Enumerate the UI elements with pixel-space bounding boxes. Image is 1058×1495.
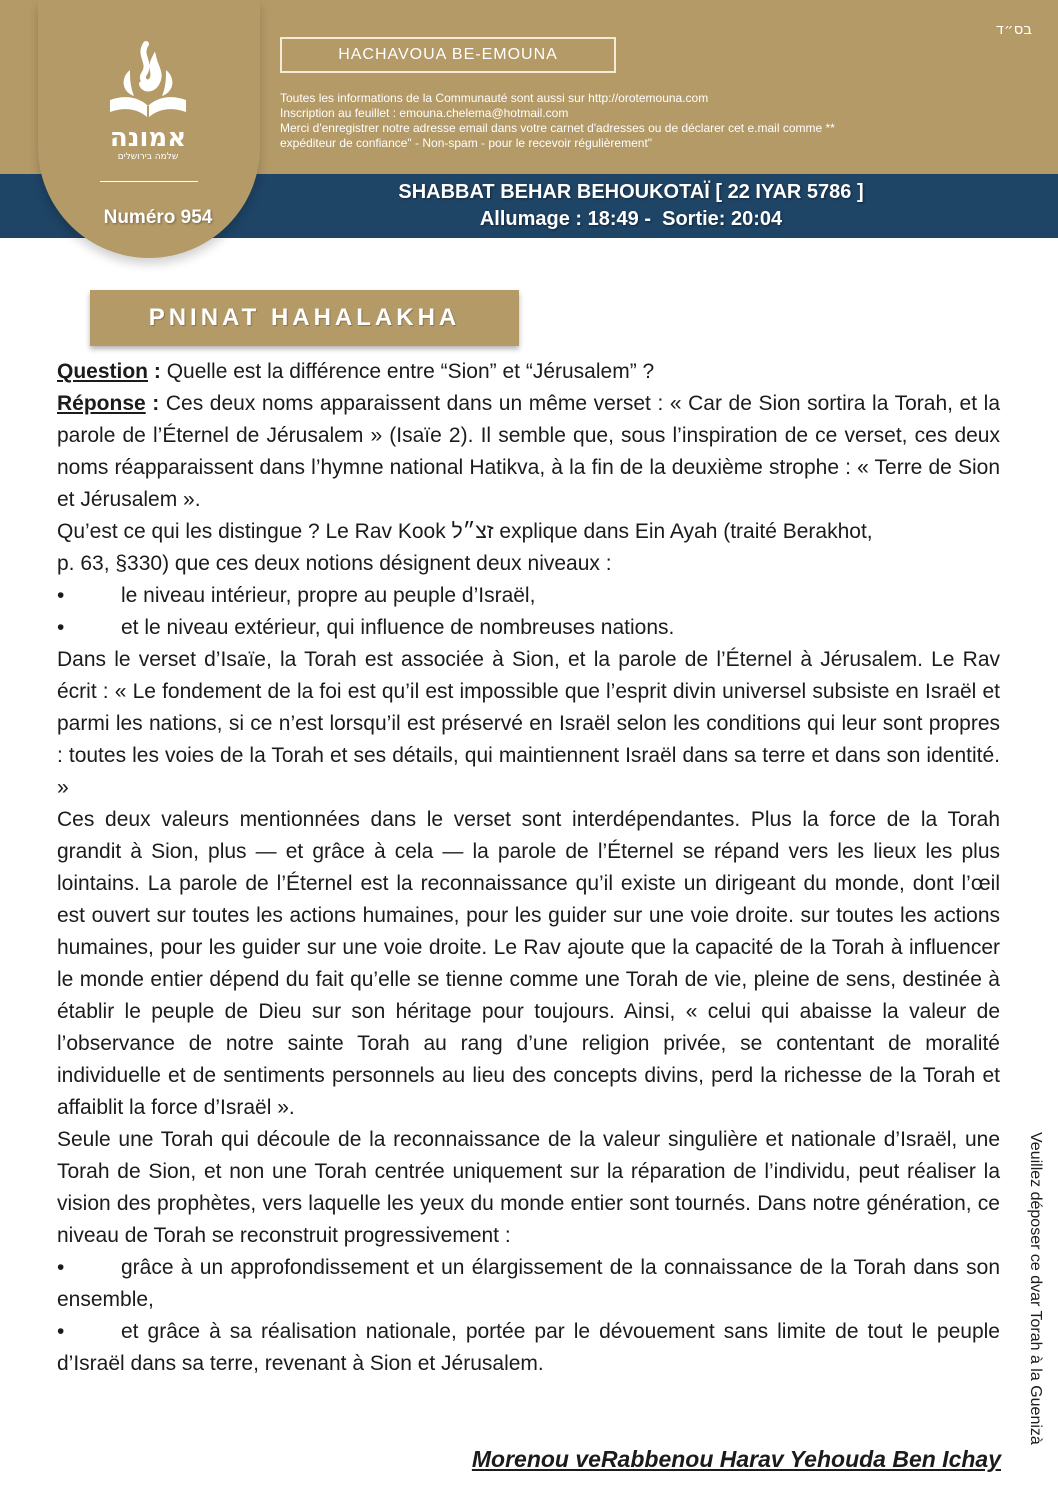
question-paragraph — [57, 356, 1000, 388]
bullet-text: et grâce à sa réalisation nationale, portée par le dévouement sans limite de tout le peuple d’Israël dans sa terre, revenant à Sion et Jérusalem. — [57, 1320, 1000, 1375]
info-line-email-note-cont: expéditeur de confiance" - Non-spam - pour le recevoir régulièrement" — [280, 136, 653, 150]
bullet-symbol: • — [57, 616, 65, 639]
list-item — [57, 612, 1000, 644]
bullet-symbol: • — [57, 584, 65, 607]
header-info — [280, 91, 920, 151]
logo-subtext: שלמה בירושלים — [117, 152, 179, 162]
list-item — [57, 1252, 1000, 1316]
answer-label: Réponse — [57, 392, 146, 415]
shabbat-title: SHABBAT BEHAR BEHOUKOTAÏ [ 22 IYAR 5786 ] — [398, 181, 864, 203]
info-line-website: Toutes les informations de la Communauté sont aussi sur http://orotemouna.com — [280, 91, 709, 105]
answer-paragraph — [57, 388, 1000, 516]
emouna-logo-icon — [100, 40, 196, 150]
list-item — [57, 1316, 1000, 1380]
answer-colon: : — [145, 392, 166, 415]
issue-number: Numéro 954 — [103, 207, 213, 228]
genizah-note: Veuillez déposer ce dvar Torah à la Guenizà — [1027, 1132, 1044, 1445]
logo-divider — [100, 181, 198, 182]
bullet-text: le niveau intérieur, propre au peuple d’Israël, — [121, 584, 536, 607]
bullet-symbol: • — [57, 1256, 65, 1279]
publication-title: HACHAVOUA BE-EMOUNA — [280, 37, 616, 73]
article-body — [57, 356, 1000, 1380]
values-paragraph: Ces deux valeurs mentionnées dans le verset sont interdépendantes. Plus la force de la Torah grandit à Sion, plus — et grâce à cela — la parole de l’Éternel se répand vers les lieux les plus lointains. La parole de l’Éternel est la reconnaissance qu’il existe un dirigeant du monde, dont l’œil est ouvert sur toutes les actions humaines, pour les guider sur une voie droite. sur toutes les actions humaines, pour les guider sur une voie droite. Le Rav ajoute que la capacité de la Torah à influencer le monde entier dépend du fait qu’elle se tienne comme une Torah de vie, pleine de sens, destinée à établir le peuple de Dieu sur son héritage pour toujours. Ainsi, « celui qui abaisse la valeur de l’observance de notre sainte Torah au rang d’une religion privée, se contentant de moralité individuelle et de sentiments personnels au lieu des concepts divins, perd la richesse de la Torah et affaiblit la force d’Israël ». — [57, 808, 1000, 1119]
bsd-mark: בס״ד — [995, 20, 1032, 38]
distinction-line-2: p. 63, §330) que ces deux notions désignent deux niveaux : — [57, 552, 612, 575]
question-label: Question — [57, 360, 149, 383]
logo-hebrew-text: אמונה — [109, 123, 187, 150]
distinction-line-1: Qu’est ce qui les distingue ? Le Rav Kook זצ״ל explique dans Ein Ayah (traité Berakhot, — [57, 520, 873, 543]
seule-paragraph: Seule une Torah qui découle de la reconnaissance de la valeur singulière et nationale d’Israël, une Torah de Sion, et non une Torah centrée uniquement sur la réparation de l’individu, peut réaliser la vision des prophètes, vers laquelle les yeux du monde entier sont tournés. Dans notre génération, ce niveau de Torah se reconstruit progressivement : — [57, 1128, 1000, 1247]
author-signature: Morenou veRabbenou Harav Yehouda Ben Ichay — [471, 1446, 1001, 1472]
bullet-symbol: • — [57, 1320, 65, 1343]
info-line-subscription: Inscription au feuillet : emouna.chelema@hotmail.com — [280, 106, 569, 120]
answer-text: Ces deux noms apparaissent dans un même verset : « Car de Sion sortira la Torah, et la parole de l’Éternel de Jérusalem » (Isaïe 2). Il semble que, sous l’inspiration de ce verset, ces deux noms réapparaissent dans l’hymne national Hatikva, à la fin de la deuxième strophe : « Terre de Sion et Jérusalem ». — [57, 392, 1000, 511]
bullet-text: et le niveau extérieur, qui influence de nombreuses nations. — [121, 616, 675, 639]
bullet-text: grâce à un approfondissement et un élargissement de la connaissance de la Torah dans son ensemble, — [57, 1256, 1000, 1311]
isaie-paragraph: Dans le verset d’Isaïe, la Torah est associée à Sion, et la parole de l’Éternel à Jérusalem. Le Rav écrit : « Le fondement de la foi est qu’il est impossible que l’esprit divin universel subsiste en Israël et parmi les nations, si ce n’est lorsqu’il est préservé en Israël selon les conditions qui leur sont propres : toutes les voies de la Torah et ses détails, qui maintiennent Israël dans sa terre et dans son identité. » — [57, 648, 1000, 799]
question-text: Quelle est la différence entre “Sion” et “Jérusalem” ? — [166, 360, 655, 383]
question-colon: : — [148, 360, 167, 383]
list-item — [57, 580, 1000, 612]
section-title: PNINAT HAHALAKHA — [90, 290, 519, 346]
info-line-email-note: Merci d'enregistrer notre adresse email dans votre carnet d'adresses ou de déclarer cet e.mail comme ** — [280, 121, 835, 135]
shabbat-times: Allumage : 18:49 - Sortie: 20:04 — [479, 208, 783, 230]
